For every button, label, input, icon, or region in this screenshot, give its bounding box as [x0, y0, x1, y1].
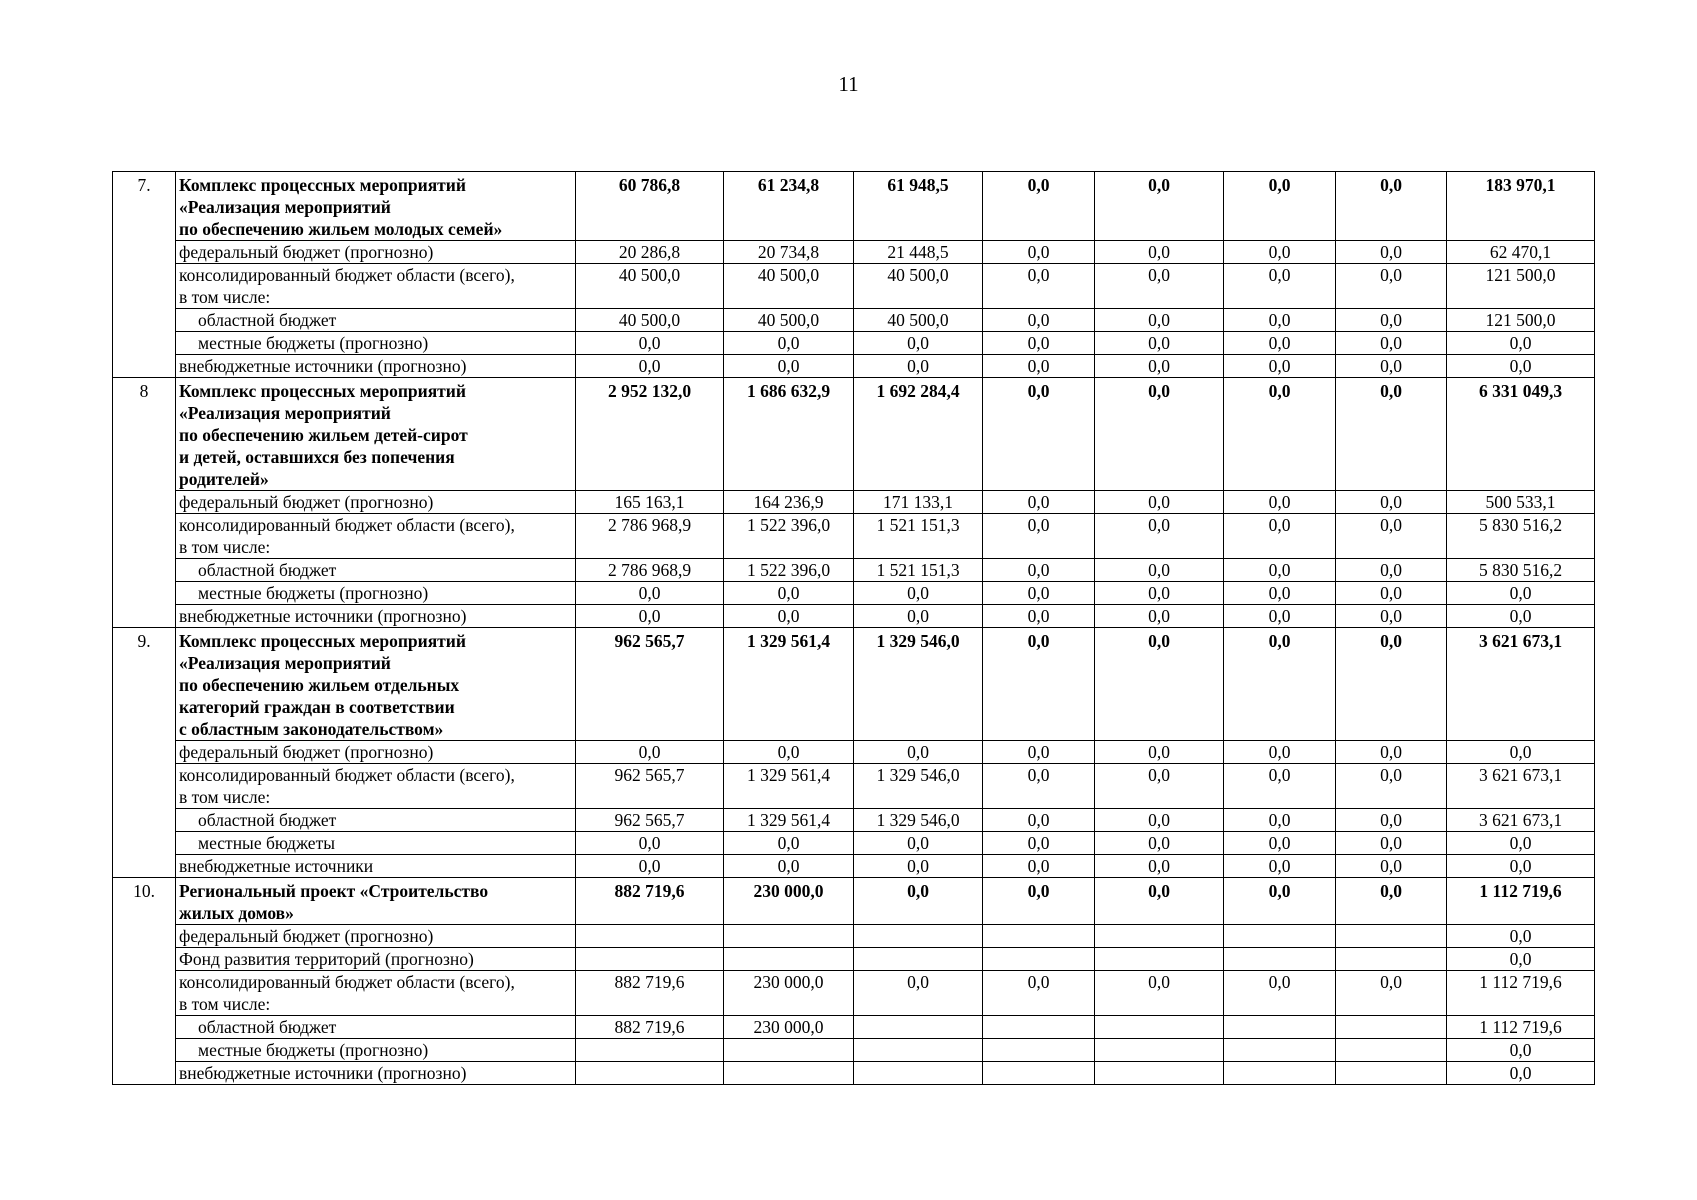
value-cell: 0,0 [1224, 355, 1336, 378]
value-cell: 962 565,7 [576, 809, 724, 832]
funding-source-row [113, 832, 1595, 855]
value-cell: 0,0 [1224, 971, 1336, 1016]
value-cell: 0,0 [1224, 582, 1336, 605]
value-cell: 0,0 [983, 264, 1095, 309]
funding-source-row [113, 764, 1595, 809]
total-value-cell: 6 331 049,3 [1447, 378, 1595, 491]
value-cell [854, 1016, 983, 1039]
value-cell: 0,0 [1224, 741, 1336, 764]
value-cell: 0,0 [724, 741, 854, 764]
value-cell: 0,0 [854, 971, 983, 1016]
value-cell: 62 470,1 [1447, 241, 1595, 264]
total-value-cell: 0,0 [1336, 172, 1447, 241]
value-cell: 0,0 [1336, 241, 1447, 264]
measure-title-row [113, 628, 1595, 741]
value-cell: 0,0 [724, 605, 854, 628]
value-cell: 0,0 [983, 971, 1095, 1016]
value-cell: 0,0 [854, 741, 983, 764]
measure-title-line: Комплекс процессных мероприятий [179, 175, 466, 195]
value-cell: 0,0 [983, 809, 1095, 832]
value-cell: 0,0 [1095, 855, 1224, 878]
funding-source-label-line: внебюджетные источники (прогнозно) [179, 1063, 467, 1083]
value-cell [576, 925, 724, 948]
value-cell: 0,0 [1447, 948, 1595, 971]
measure-title-line: по обеспечению жильем отдельных [179, 675, 460, 695]
funding-source-label [176, 264, 576, 309]
funding-source-row [113, 264, 1595, 309]
funding-source-label [176, 925, 576, 948]
value-cell: 20 286,8 [576, 241, 724, 264]
measure-number: 10. [113, 878, 176, 1085]
value-cell: 2 786 968,9 [576, 514, 724, 559]
value-cell [1224, 925, 1336, 948]
value-cell: 0,0 [1224, 832, 1336, 855]
funding-source-row [113, 491, 1595, 514]
funding-source-label [176, 832, 576, 855]
value-cell: 0,0 [1095, 741, 1224, 764]
funding-source-row [113, 1039, 1595, 1062]
measure-title [176, 378, 576, 491]
value-cell [724, 1039, 854, 1062]
measure-title-line: по обеспечению жильем детей-сирот [179, 425, 468, 445]
value-cell: 0,0 [1095, 332, 1224, 355]
value-cell: 0,0 [1336, 514, 1447, 559]
value-cell: 0,0 [576, 832, 724, 855]
value-cell [1095, 1062, 1224, 1085]
funding-source-label-line: в том числе: [179, 994, 271, 1014]
value-cell [1224, 1062, 1336, 1085]
value-cell: 0,0 [576, 582, 724, 605]
funding-source-row [113, 948, 1595, 971]
total-value-cell: 0,0 [1336, 878, 1447, 925]
funding-source-label-line: федеральный бюджет (прогнозно) [179, 926, 434, 946]
value-cell [983, 925, 1095, 948]
funding-source-label [176, 1062, 576, 1085]
value-cell: 0,0 [1336, 605, 1447, 628]
value-cell [1095, 948, 1224, 971]
value-cell: 0,0 [1447, 332, 1595, 355]
funding-source-label-line: федеральный бюджет (прогнозно) [179, 492, 434, 512]
value-cell [1095, 1039, 1224, 1062]
value-cell: 121 500,0 [1447, 309, 1595, 332]
value-cell [724, 948, 854, 971]
value-cell [983, 1016, 1095, 1039]
funding-source-label-line: местные бюджеты (прогнозно) [198, 583, 429, 603]
value-cell: 0,0 [854, 605, 983, 628]
value-cell: 0,0 [1336, 832, 1447, 855]
measure-title-line: «Реализация мероприятий [179, 653, 391, 673]
total-value-cell: 1 686 632,9 [724, 378, 854, 491]
funding-source-label-line: консолидированный бюджет области (всего), [179, 972, 515, 992]
value-cell [1095, 925, 1224, 948]
value-cell [854, 948, 983, 971]
value-cell: 1 329 546,0 [854, 809, 983, 832]
funding-source-label [176, 764, 576, 809]
value-cell: 0,0 [1447, 832, 1595, 855]
value-cell [983, 1039, 1095, 1062]
funding-source-label [176, 1039, 576, 1062]
value-cell: 0,0 [1447, 741, 1595, 764]
value-cell: 1 329 561,4 [724, 764, 854, 809]
value-cell: 0,0 [1336, 264, 1447, 309]
total-value-cell: 61 948,5 [854, 172, 983, 241]
value-cell: 0,0 [1095, 809, 1224, 832]
funding-source-label-line: консолидированный бюджет области (всего), [179, 765, 515, 785]
measure-number: 7. [113, 172, 176, 378]
value-cell: 0,0 [1447, 855, 1595, 878]
total-value-cell: 183 970,1 [1447, 172, 1595, 241]
value-cell [854, 925, 983, 948]
funding-source-label-line: федеральный бюджет (прогнозно) [179, 242, 434, 262]
measure-number: 9. [113, 628, 176, 878]
value-cell: 0,0 [576, 855, 724, 878]
funding-source-label-line: в том числе: [179, 287, 271, 307]
measure-title-line: «Реализация мероприятий [179, 403, 391, 423]
measure-title [176, 628, 576, 741]
funding-source-label-line: консолидированный бюджет области (всего), [179, 265, 515, 285]
value-cell: 0,0 [1336, 971, 1447, 1016]
total-value-cell: 962 565,7 [576, 628, 724, 741]
value-cell: 0,0 [1447, 605, 1595, 628]
value-cell: 0,0 [1224, 559, 1336, 582]
value-cell [854, 1062, 983, 1085]
measure-title-line: Комплекс процессных мероприятий [179, 381, 466, 401]
value-cell: 0,0 [1336, 491, 1447, 514]
value-cell: 1 522 396,0 [724, 514, 854, 559]
value-cell: 20 734,8 [724, 241, 854, 264]
measure-title [176, 172, 576, 241]
value-cell: 0,0 [983, 491, 1095, 514]
measure-title-row [113, 378, 1595, 491]
value-cell: 0,0 [983, 855, 1095, 878]
value-cell: 0,0 [1336, 559, 1447, 582]
funding-source-row [113, 809, 1595, 832]
total-value-cell: 0,0 [1095, 378, 1224, 491]
value-cell: 0,0 [983, 332, 1095, 355]
value-cell [1336, 925, 1447, 948]
value-cell: 0,0 [1224, 491, 1336, 514]
value-cell: 0,0 [1095, 264, 1224, 309]
value-cell: 0,0 [724, 332, 854, 355]
value-cell: 0,0 [983, 241, 1095, 264]
funding-source-label-line: областной бюджет [198, 810, 337, 830]
value-cell: 0,0 [1095, 971, 1224, 1016]
value-cell: 0,0 [1336, 809, 1447, 832]
funding-source-row [113, 1016, 1595, 1039]
value-cell: 121 500,0 [1447, 264, 1595, 309]
funding-source-row [113, 582, 1595, 605]
measure-title-line: Региональный проект «Строительство [179, 881, 489, 901]
value-cell: 2 786 968,9 [576, 559, 724, 582]
funding-source-label-line: местные бюджеты (прогнозно) [198, 333, 429, 353]
funding-source-label-line: консолидированный бюджет области (всего), [179, 515, 515, 535]
value-cell: 0,0 [724, 855, 854, 878]
value-cell: 0,0 [576, 332, 724, 355]
measure-title-line: Комплекс процессных мероприятий [179, 631, 466, 651]
total-value-cell: 0,0 [983, 378, 1095, 491]
value-cell: 0,0 [1336, 582, 1447, 605]
value-cell [1224, 1016, 1336, 1039]
value-cell: 0,0 [1095, 764, 1224, 809]
value-cell: 0,0 [983, 764, 1095, 809]
total-value-cell: 0,0 [1336, 628, 1447, 741]
funding-source-row [113, 1062, 1595, 1085]
funding-source-label [176, 332, 576, 355]
funding-source-label [176, 514, 576, 559]
total-value-cell: 61 234,8 [724, 172, 854, 241]
value-cell: 0,0 [854, 832, 983, 855]
value-cell [1336, 948, 1447, 971]
value-cell [724, 925, 854, 948]
value-cell [576, 948, 724, 971]
measure-title [176, 878, 576, 925]
value-cell: 0,0 [1447, 582, 1595, 605]
value-cell: 0,0 [576, 355, 724, 378]
value-cell: 0,0 [724, 355, 854, 378]
value-cell: 0,0 [983, 832, 1095, 855]
total-value-cell: 0,0 [983, 628, 1095, 741]
value-cell: 5 830 516,2 [1447, 514, 1595, 559]
funding-source-row [113, 514, 1595, 559]
value-cell: 0,0 [1224, 605, 1336, 628]
funding-source-label-line: местные бюджеты (прогнозно) [198, 1040, 429, 1060]
value-cell: 0,0 [1224, 332, 1336, 355]
total-value-cell: 0,0 [1224, 878, 1336, 925]
value-cell: 0,0 [1095, 241, 1224, 264]
total-value-cell: 60 786,8 [576, 172, 724, 241]
total-value-cell: 230 000,0 [724, 878, 854, 925]
value-cell: 0,0 [1447, 925, 1595, 948]
value-cell: 0,0 [1336, 764, 1447, 809]
total-value-cell: 1 329 546,0 [854, 628, 983, 741]
value-cell: 0,0 [1095, 559, 1224, 582]
funding-source-row [113, 309, 1595, 332]
value-cell: 230 000,0 [724, 1016, 854, 1039]
value-cell: 164 236,9 [724, 491, 854, 514]
value-cell [854, 1039, 983, 1062]
funding-source-row [113, 355, 1595, 378]
value-cell [1224, 1039, 1336, 1062]
total-value-cell: 1 112 719,6 [1447, 878, 1595, 925]
measure-title-row [113, 172, 1595, 241]
funding-source-label-line: внебюджетные источники (прогнозно) [179, 606, 467, 626]
value-cell: 0,0 [854, 582, 983, 605]
measure-title-line: жилых домов» [179, 903, 294, 923]
value-cell: 500 533,1 [1447, 491, 1595, 514]
total-value-cell: 1 692 284,4 [854, 378, 983, 491]
funding-source-row [113, 332, 1595, 355]
value-cell: 0,0 [1095, 605, 1224, 628]
value-cell: 0,0 [1095, 355, 1224, 378]
value-cell: 0,0 [983, 559, 1095, 582]
measure-title-line: с областным законодательством» [179, 719, 444, 739]
value-cell: 1 522 396,0 [724, 559, 854, 582]
funding-source-label-line: в том числе: [179, 537, 271, 557]
total-value-cell: 0,0 [1336, 378, 1447, 491]
total-value-cell: 882 719,6 [576, 878, 724, 925]
value-cell [724, 1062, 854, 1085]
budget-table [112, 171, 1595, 1085]
value-cell: 1 521 151,3 [854, 514, 983, 559]
value-cell: 0,0 [1224, 309, 1336, 332]
value-cell [1095, 1016, 1224, 1039]
value-cell: 0,0 [983, 514, 1095, 559]
value-cell [576, 1062, 724, 1085]
total-value-cell: 0,0 [854, 878, 983, 925]
value-cell: 40 500,0 [854, 264, 983, 309]
value-cell: 1 112 719,6 [1447, 1016, 1595, 1039]
measure-title-line: категорий граждан в соответствии [179, 697, 455, 717]
total-value-cell: 0,0 [1095, 878, 1224, 925]
funding-source-row [113, 925, 1595, 948]
value-cell: 882 719,6 [576, 971, 724, 1016]
value-cell: 0,0 [1336, 309, 1447, 332]
funding-source-row [113, 605, 1595, 628]
value-cell: 40 500,0 [724, 264, 854, 309]
value-cell: 0,0 [724, 582, 854, 605]
value-cell: 0,0 [983, 605, 1095, 628]
total-value-cell: 0,0 [1224, 172, 1336, 241]
measure-title-line: и детей, оставшихся без попечения [179, 447, 455, 467]
total-value-cell: 0,0 [1095, 628, 1224, 741]
total-value-cell: 0,0 [1224, 378, 1336, 491]
value-cell: 0,0 [1447, 1062, 1595, 1085]
measure-title-line: «Реализация мероприятий [179, 197, 391, 217]
funding-source-label-line: местные бюджеты [198, 833, 335, 853]
funding-source-label [176, 309, 576, 332]
funding-source-label [176, 971, 576, 1016]
value-cell: 1 112 719,6 [1447, 971, 1595, 1016]
value-cell: 0,0 [1095, 309, 1224, 332]
value-cell: 21 448,5 [854, 241, 983, 264]
value-cell: 0,0 [983, 741, 1095, 764]
funding-source-row [113, 559, 1595, 582]
value-cell: 0,0 [576, 741, 724, 764]
value-cell: 0,0 [983, 355, 1095, 378]
funding-source-label-line: областной бюджет [198, 310, 337, 330]
funding-source-label [176, 355, 576, 378]
value-cell [1336, 1062, 1447, 1085]
value-cell [983, 1062, 1095, 1085]
value-cell: 0,0 [1447, 355, 1595, 378]
total-value-cell: 0,0 [1224, 628, 1336, 741]
value-cell: 0,0 [1095, 514, 1224, 559]
funding-source-label [176, 605, 576, 628]
value-cell: 0,0 [576, 605, 724, 628]
value-cell: 0,0 [1336, 855, 1447, 878]
value-cell: 0,0 [1336, 741, 1447, 764]
funding-source-label-line: областной бюджет [198, 1017, 337, 1037]
value-cell [1336, 1016, 1447, 1039]
total-value-cell: 0,0 [983, 172, 1095, 241]
value-cell: 962 565,7 [576, 764, 724, 809]
funding-source-row [113, 855, 1595, 878]
funding-source-label [176, 491, 576, 514]
total-value-cell: 0,0 [983, 878, 1095, 925]
total-value-cell: 0,0 [1095, 172, 1224, 241]
measure-number: 8 [113, 378, 176, 628]
funding-source-label-line: областной бюджет [198, 560, 337, 580]
value-cell: 0,0 [983, 582, 1095, 605]
measure-title-row [113, 878, 1595, 925]
value-cell: 1 329 546,0 [854, 764, 983, 809]
value-cell: 3 621 673,1 [1447, 809, 1595, 832]
value-cell [983, 948, 1095, 971]
value-cell: 0,0 [1095, 832, 1224, 855]
funding-source-label-line: федеральный бюджет (прогнозно) [179, 742, 434, 762]
measure-title-line: по обеспечению жильем молодых семей» [179, 219, 503, 239]
value-cell: 0,0 [1224, 764, 1336, 809]
funding-source-row [113, 971, 1595, 1016]
value-cell: 0,0 [1336, 355, 1447, 378]
value-cell: 0,0 [854, 355, 983, 378]
value-cell: 0,0 [854, 855, 983, 878]
funding-source-row [113, 741, 1595, 764]
page-number: 11 [838, 72, 859, 96]
value-cell: 0,0 [1224, 241, 1336, 264]
value-cell: 0,0 [854, 332, 983, 355]
funding-source-label [176, 1016, 576, 1039]
measure-title-line: родителей» [179, 469, 269, 489]
value-cell: 230 000,0 [724, 971, 854, 1016]
funding-source-row [113, 241, 1595, 264]
funding-source-label-line: в том числе: [179, 787, 271, 807]
value-cell: 40 500,0 [724, 309, 854, 332]
value-cell: 0,0 [1095, 491, 1224, 514]
value-cell: 882 719,6 [576, 1016, 724, 1039]
value-cell: 5 830 516,2 [1447, 559, 1595, 582]
value-cell [1336, 1039, 1447, 1062]
value-cell: 165 163,1 [576, 491, 724, 514]
funding-source-label [176, 241, 576, 264]
value-cell: 0,0 [1224, 264, 1336, 309]
value-cell: 3 621 673,1 [1447, 764, 1595, 809]
funding-source-label [176, 948, 576, 971]
total-value-cell: 3 621 673,1 [1447, 628, 1595, 741]
value-cell: 40 500,0 [576, 309, 724, 332]
funding-source-label [176, 559, 576, 582]
value-cell: 40 500,0 [854, 309, 983, 332]
funding-source-label [176, 582, 576, 605]
total-value-cell: 1 329 561,4 [724, 628, 854, 741]
funding-source-label [176, 809, 576, 832]
funding-source-label [176, 741, 576, 764]
value-cell: 0,0 [1224, 514, 1336, 559]
funding-source-label [176, 855, 576, 878]
value-cell [576, 1039, 724, 1062]
value-cell: 0,0 [724, 832, 854, 855]
total-value-cell: 2 952 132,0 [576, 378, 724, 491]
value-cell [1224, 948, 1336, 971]
value-cell: 1 521 151,3 [854, 559, 983, 582]
value-cell: 0,0 [1095, 582, 1224, 605]
funding-source-label-line: внебюджетные источники [179, 856, 374, 876]
funding-source-label-line: Фонд развития территорий (прогнозно) [179, 949, 474, 969]
value-cell: 171 133,1 [854, 491, 983, 514]
funding-source-label-line: внебюджетные источники (прогнозно) [179, 356, 467, 376]
value-cell: 40 500,0 [576, 264, 724, 309]
value-cell: 0,0 [1224, 855, 1336, 878]
value-cell: 1 329 561,4 [724, 809, 854, 832]
value-cell: 0,0 [1224, 809, 1336, 832]
value-cell: 0,0 [1336, 332, 1447, 355]
value-cell: 0,0 [1447, 1039, 1595, 1062]
value-cell: 0,0 [983, 309, 1095, 332]
